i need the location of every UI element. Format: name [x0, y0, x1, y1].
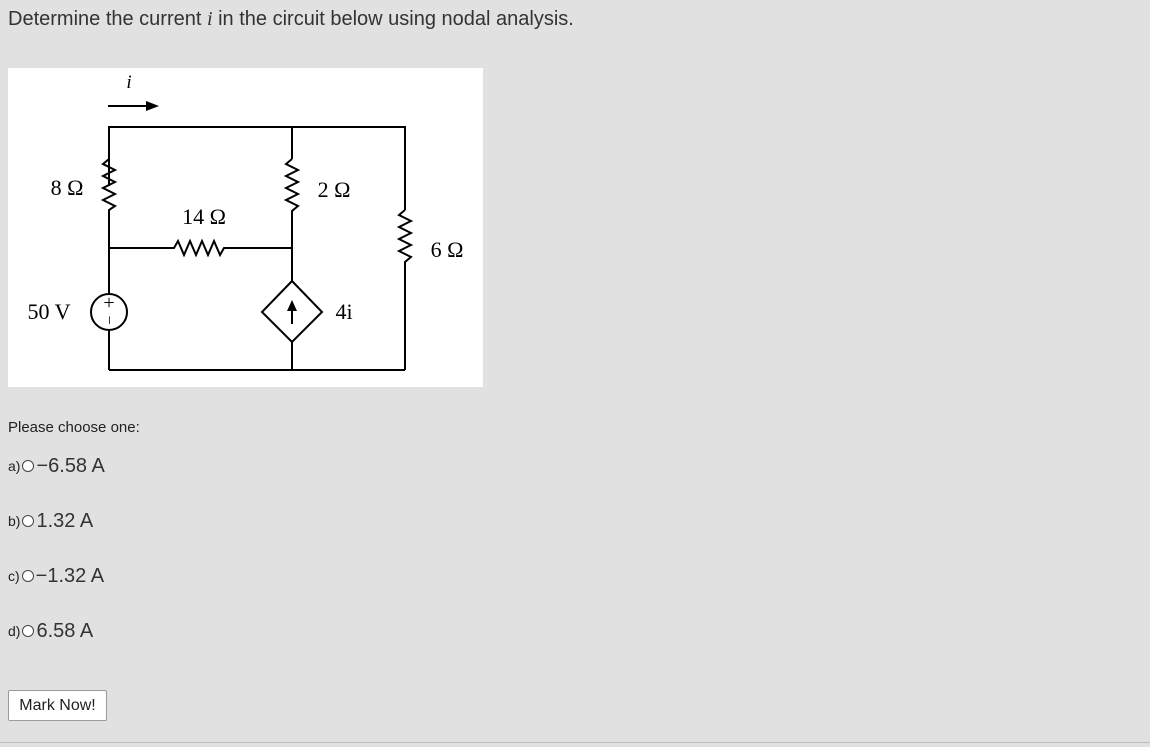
top-wire: [109, 127, 405, 210]
label-2-ohm: 2 Ω: [317, 177, 351, 202]
option-d-radio[interactable]: [22, 625, 34, 637]
current-label: i: [126, 72, 132, 93]
resistor-6-ohm: [399, 210, 411, 370]
current-arrow-head: [146, 101, 159, 111]
question-prefix: Determine the current: [8, 8, 207, 30]
question-suffix: in the circuit below using nodal analysis.: [212, 8, 574, 30]
option-c[interactable]: [8, 564, 104, 588]
source-minus-sign: −: [100, 315, 117, 325]
resistor-14-ohm: [109, 241, 292, 255]
option-d[interactable]: [8, 619, 93, 643]
label-50-volt: 50 V: [27, 299, 71, 324]
circuit-figure: [8, 68, 483, 387]
option-letter: d): [8, 623, 21, 639]
option-b[interactable]: [8, 509, 93, 533]
source-plus-sign: +: [103, 292, 115, 314]
option-a[interactable]: [8, 454, 105, 478]
circuit-diagram: [8, 68, 483, 387]
option-a-radio[interactable]: [22, 460, 34, 472]
label-6-ohm: 6 Ω: [430, 237, 464, 262]
option-value: 6.58 A: [36, 619, 94, 642]
bottom-divider: [0, 742, 1150, 743]
choose-prompt: Please choose one:: [8, 419, 140, 436]
option-c-radio[interactable]: [22, 570, 34, 582]
option-letter: c): [8, 568, 20, 584]
question-text: [8, 8, 574, 31]
option-value: 1.32 A: [36, 509, 94, 532]
option-letter: b): [8, 513, 21, 529]
option-b-radio[interactable]: [22, 515, 34, 527]
label-14-ohm: 14 Ω: [182, 204, 226, 229]
option-letter: a): [8, 458, 21, 474]
label-dependent-source: 4i: [335, 299, 353, 324]
resistor-8-ohm: [103, 159, 115, 248]
option-value: −1.32 A: [35, 564, 105, 587]
resistor-2-ohm: [286, 159, 298, 288]
option-value: −6.58 A: [36, 454, 105, 477]
mark-now-button[interactable]: Mark Now!: [8, 690, 107, 721]
question-variable: i: [206, 8, 213, 30]
label-8-ohm: 8 Ω: [50, 175, 84, 200]
